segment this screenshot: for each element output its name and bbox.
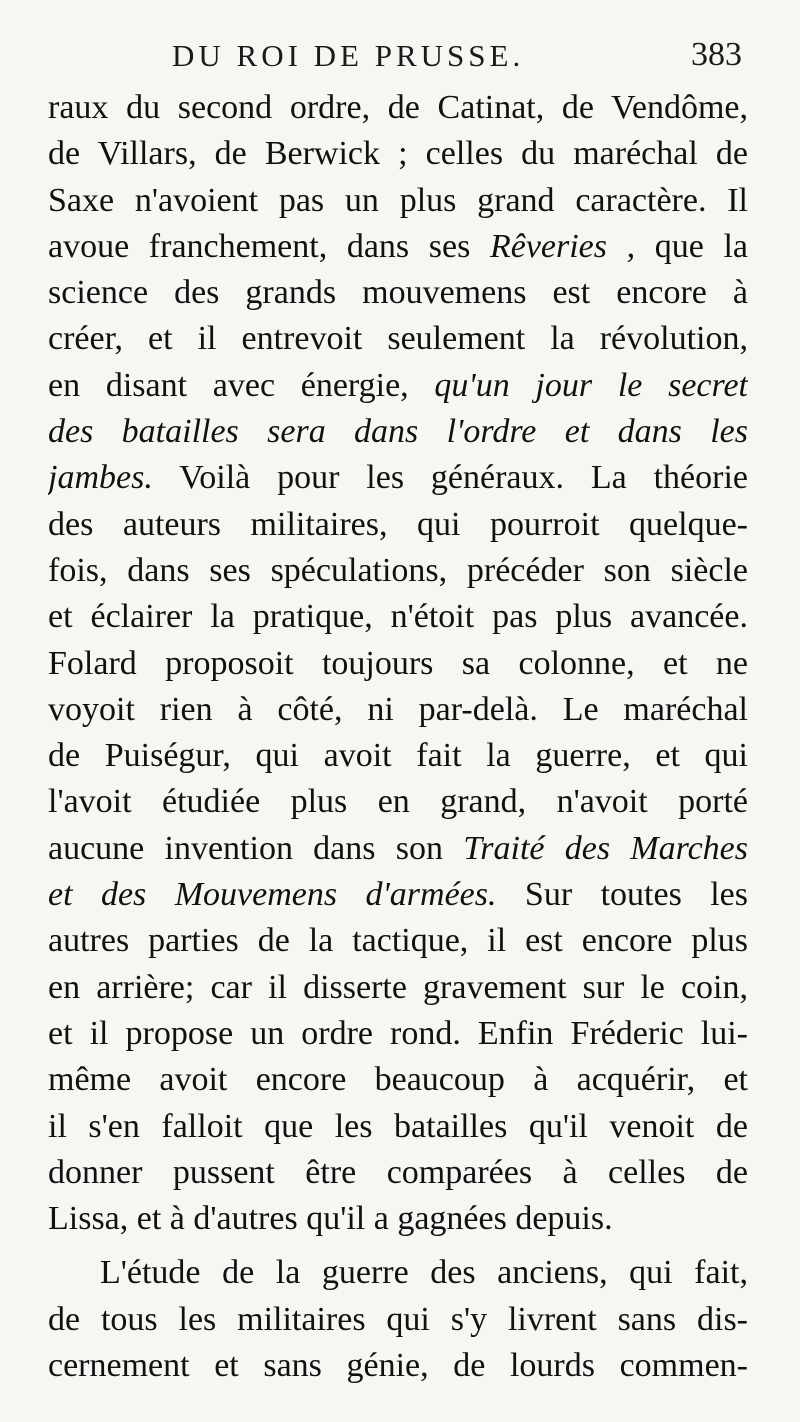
italic-text: des batailles sera dans l'ordre et dans les — [48, 413, 748, 451]
roman-text: des auteurs militaires, qui pourroit quelque- — [48, 505, 748, 543]
text-line — [48, 594, 748, 640]
roman-text: en arrière; car il disserte gravement sur le coin, — [48, 968, 748, 1006]
roman-text: L'étude de la guerre des anciens, qui fait, — [100, 1254, 748, 1292]
text-line — [48, 1011, 748, 1057]
body-text — [48, 85, 748, 1389]
text-line — [48, 502, 748, 548]
roman-text: même avoit encore beaucoup à acquérir, et — [48, 1061, 748, 1099]
text-line — [48, 224, 748, 270]
roman-text: et éclairer la pratique, n'étoit pas plus avancée. — [48, 598, 748, 636]
italic-text: qu'un jour le secret — [434, 366, 748, 404]
text-line — [48, 779, 748, 825]
roman-text: voyoit rien à côté, ni par-delà. Le maréchal — [48, 690, 748, 728]
roman-text: il s'en falloit que les batailles qu'il venoit de — [48, 1107, 748, 1145]
text-line — [48, 687, 748, 733]
text-line — [48, 1297, 748, 1343]
page-header — [0, 36, 800, 76]
roman-text: de tous les militaires qui s'y livrent sans dis- — [48, 1300, 748, 1338]
text-line — [48, 131, 748, 177]
text-line — [48, 733, 748, 779]
text-line — [48, 1057, 748, 1103]
text-line — [48, 1104, 748, 1150]
text-line — [48, 270, 748, 316]
page-number: 383 — [691, 36, 742, 73]
text-line — [48, 872, 748, 918]
roman-text: Sur toutes les — [496, 876, 748, 914]
roman-text: science des grands mouvemens est encore à — [48, 274, 748, 312]
roman-text: de Puiségur, qui avoit fait la guerre, et qui — [48, 737, 748, 775]
roman-text: et il propose un ordre rond. Enfin Fréderic lui- — [48, 1014, 748, 1052]
text-line — [48, 965, 748, 1011]
roman-text: Lissa, et à d'autres qu'il a gagnées depuis. — [48, 1200, 613, 1238]
text-line — [48, 316, 748, 362]
text-line — [48, 918, 748, 964]
roman-text: Folard proposoit toujours sa colonne, et ne — [48, 644, 748, 682]
italic-text: jambes. — [48, 459, 153, 497]
roman-text: Voilà pour les généraux. La théorie — [152, 459, 748, 497]
text-line — [48, 826, 748, 872]
text-line — [48, 548, 748, 594]
running-head: DU ROI DE PRUSSE. — [172, 38, 525, 73]
roman-text: cernement et sans génie, de lourds commen- — [48, 1347, 748, 1385]
text-line — [48, 1150, 748, 1196]
roman-text: que la — [635, 227, 748, 265]
text-line — [48, 178, 748, 224]
italic-text: Traité des Marches — [463, 829, 748, 867]
roman-text: donner pussent être comparées à celles de — [48, 1153, 748, 1191]
text-line — [48, 1196, 748, 1242]
italic-text: Rêveries , — [489, 227, 636, 265]
text-line — [48, 85, 748, 131]
roman-text: aucune invention dans son — [48, 829, 464, 867]
text-line — [48, 409, 748, 455]
text-line — [48, 363, 748, 409]
text-line — [48, 1250, 748, 1296]
italic-text: et des Mouvemens d'armées. — [48, 876, 497, 914]
roman-text: en disant avec énergie, — [48, 366, 435, 404]
roman-text: fois, dans ses spéculations, précéder son siècle — [48, 551, 748, 589]
text-line — [48, 455, 748, 501]
roman-text: de Villars, de Berwick ; celles du maréchal de — [48, 135, 748, 173]
roman-text: raux du second ordre, de Catinat, de Vendôme, — [48, 89, 748, 126]
roman-text: avoue franchement, dans ses — [48, 227, 490, 265]
roman-text: créer, et il entrevoit seulement la révolution, — [48, 320, 748, 358]
roman-text: autres parties de la tactique, il est encore plus — [48, 922, 748, 960]
text-line — [48, 1343, 748, 1389]
roman-text: l'avoit étudiée plus en grand, n'avoit porté — [48, 783, 748, 821]
roman-text: Saxe n'avoient pas un plus grand caractère. Il — [48, 181, 748, 219]
text-line — [48, 641, 748, 687]
